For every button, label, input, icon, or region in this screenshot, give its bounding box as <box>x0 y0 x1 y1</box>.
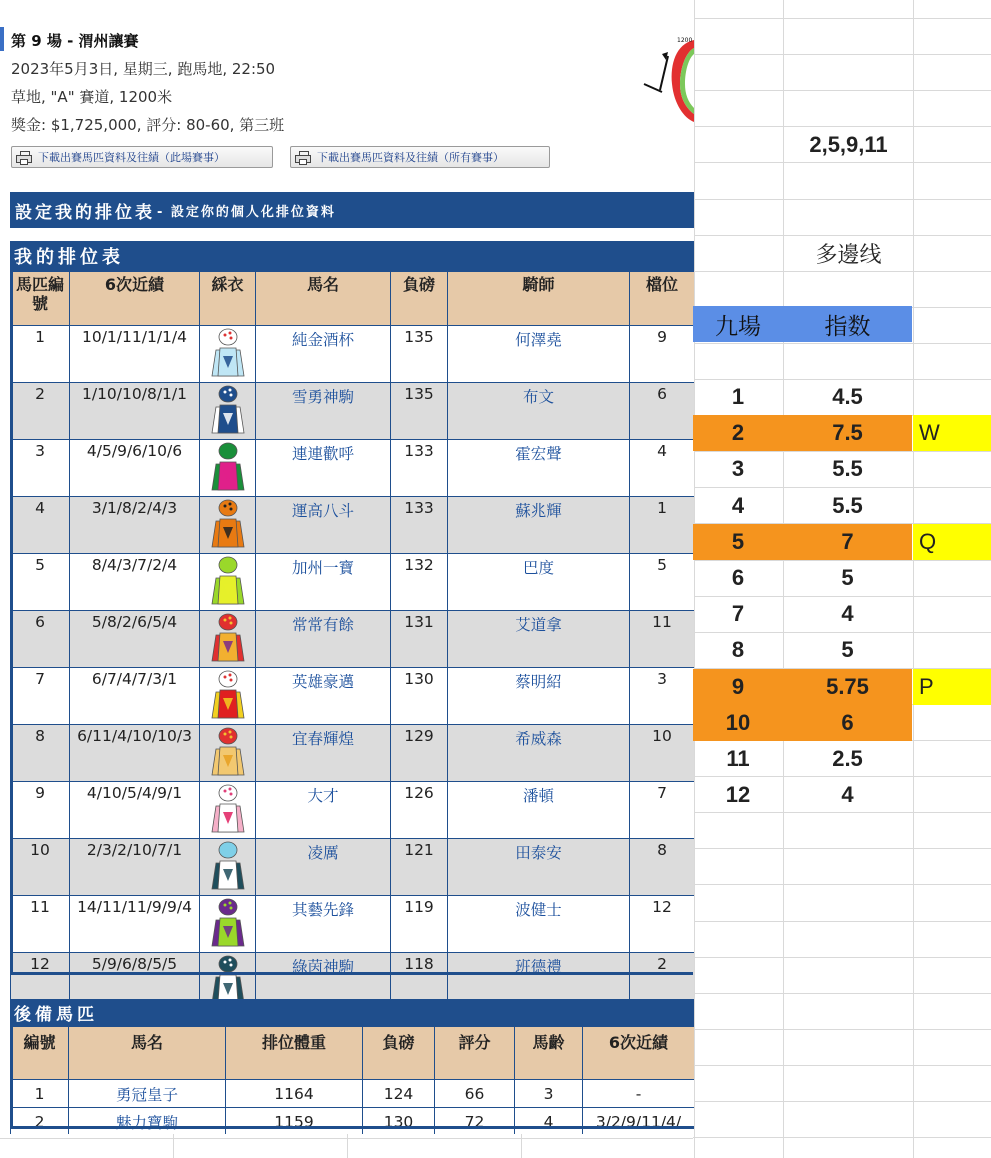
sheet-index-cell[interactable]: 7 <box>783 524 912 560</box>
horse-number: 3 <box>11 440 70 497</box>
draw: 9 <box>630 326 695 383</box>
sheet-race-number-cell[interactable]: 1 <box>731 384 745 409</box>
draw: 6 <box>630 383 695 440</box>
reserve-horse-link[interactable]: 魅力寶駒 <box>69 1108 226 1135</box>
sheet-index-cell[interactable]: 5.5 <box>832 456 863 482</box>
reserve-row <box>11 1108 695 1135</box>
sheet-method-cell[interactable]: 多邊线 <box>815 241 882 267</box>
sheet-picks-cell[interactable]: 2,5,9,11 <box>809 132 888 157</box>
track-distance-label: 1200 <box>677 37 693 44</box>
carried-weight: 121 <box>391 839 448 896</box>
sheet-index-cell[interactable]: 5.5 <box>832 492 863 518</box>
horse-number: 10 <box>11 839 70 896</box>
horse-number: 8 <box>11 725 70 782</box>
carried-weight: 135 <box>391 383 448 440</box>
download-this-race-button[interactable] <box>11 146 273 168</box>
carried-weight: 133 <box>391 497 448 554</box>
race-track-distance: 草地, "A" 賽道, 1200米 <box>11 88 173 106</box>
sheet-index-cell[interactable]: 4 <box>841 782 854 808</box>
reserve-weight: 124 <box>363 1080 435 1108</box>
race-title: 第 9 場 - 渭州讓賽 <box>11 32 139 50</box>
recent-form: 1/10/10/8/1/1 <box>70 383 200 440</box>
reserve-number: 1 <box>11 1080 69 1108</box>
recent-form: 6/11/4/10/10/3 <box>70 725 200 782</box>
recent-form: 5/8/2/6/5/4 <box>70 611 200 668</box>
sheet-race-number-cell[interactable]: 7 <box>731 601 745 627</box>
draw: 5 <box>630 554 695 611</box>
col-header-jockey: 騎師 <box>448 272 630 326</box>
res-header-age: 馬齡 <box>515 1027 583 1080</box>
carried-weight: 130 <box>391 668 448 725</box>
horse-number: 12 <box>11 953 70 1010</box>
sheet-bet-tag-cell[interactable]: W <box>913 415 991 451</box>
col-header-form: 6次近績 <box>70 272 200 326</box>
horse-name-link[interactable]: 凌厲 <box>256 839 391 896</box>
jockey-silks-icon <box>200 440 256 497</box>
sheet-index-cell[interactable]: 5 <box>841 637 854 663</box>
draw: 10 <box>630 725 695 782</box>
horse-number: 7 <box>11 668 70 725</box>
recent-form: 4/5/9/6/10/6 <box>70 440 200 497</box>
table-row <box>11 554 695 611</box>
recent-form: 4/10/5/4/9/1 <box>70 782 200 839</box>
col-header-weight: 負磅 <box>391 272 448 326</box>
horse-number: 9 <box>11 782 70 839</box>
res-header-form: 6次近績 <box>583 1027 695 1080</box>
download-all-races-button[interactable] <box>290 146 550 168</box>
jockey-silks-icon <box>200 725 256 782</box>
reserve-age: 4 <box>515 1108 583 1135</box>
res-header-body-weight: 排位體重 <box>226 1027 363 1080</box>
draw: 1 <box>630 497 695 554</box>
jockey-link[interactable]: 艾道拿 <box>448 611 630 668</box>
res-header-number: 編號 <box>11 1027 69 1080</box>
sheet-index-cell[interactable]: 5 <box>841 565 854 590</box>
draw: 11 <box>630 611 695 668</box>
table-row <box>11 668 695 725</box>
sheet-index-cell[interactable]: 2.5 <box>832 746 863 771</box>
sheet-header-race[interactable]: 九場 <box>693 306 783 342</box>
jockey-silks-icon <box>200 554 256 611</box>
draw: 4 <box>630 440 695 497</box>
horse-name-link[interactable]: 加州一寶 <box>256 554 391 611</box>
carried-weight: 126 <box>391 782 448 839</box>
jockey-link[interactable]: 霍宏聲 <box>448 440 630 497</box>
jockey-silks-icon <box>200 668 256 725</box>
setup-ranking-title: 設定我的排位表 <box>15 202 155 223</box>
carried-weight: 132 <box>391 554 448 611</box>
carried-weight: 135 <box>391 326 448 383</box>
track-map-icon <box>640 34 694 124</box>
table-row <box>11 383 695 440</box>
race-prize-rating: 獎金: $1,725,000, 評分: 80-60, 第三班 <box>11 116 285 134</box>
horse-name-link[interactable]: 綠茵神駒 <box>256 953 391 1010</box>
horse-number: 4 <box>11 497 70 554</box>
download-this-race-label: 下載出賽馬匹資料及往績（此場賽事） <box>38 151 225 164</box>
recent-form: 2/3/2/10/7/1 <box>70 839 200 896</box>
printer-icon <box>16 151 32 164</box>
jockey-silks-icon <box>200 896 256 953</box>
recent-form: 6/7/4/7/3/1 <box>70 668 200 725</box>
table-row <box>11 896 695 953</box>
carried-weight: 131 <box>391 611 448 668</box>
table-row <box>11 782 695 839</box>
sheet-race-number-cell[interactable]: 12 <box>725 782 751 808</box>
jockey-link[interactable]: 巴度 <box>448 554 630 611</box>
sheet-race-number-cell[interactable]: 6 <box>731 565 745 590</box>
jockey-silks-icon <box>200 497 256 554</box>
table-row <box>11 440 695 497</box>
horse-number: 6 <box>11 611 70 668</box>
selection-marker <box>0 27 4 51</box>
sheet-race-number-cell[interactable]: 2 <box>693 415 783 451</box>
race-date-venue: 2023年5月3日, 星期三, 跑馬地, 22:50 <box>11 60 276 78</box>
reserve-age: 3 <box>515 1080 583 1108</box>
reserve-form: - <box>583 1080 695 1108</box>
res-header-weight: 負磅 <box>363 1027 435 1080</box>
jockey-link[interactable]: 田泰安 <box>448 839 630 896</box>
draw: 3 <box>630 668 695 725</box>
horse-number: 2 <box>11 383 70 440</box>
reserve-weight: 130 <box>363 1108 435 1135</box>
horse-number: 5 <box>11 554 70 611</box>
col-header-horse: 馬名 <box>256 272 391 326</box>
sheet-race-number-cell[interactable]: 11 <box>726 746 750 771</box>
sheet-index-cell[interactable]: 7.5 <box>783 415 912 451</box>
printer-icon <box>295 151 311 164</box>
jockey-link[interactable]: 蘇兆輝 <box>448 497 630 554</box>
sheet-race-number-cell[interactable]: 4 <box>731 492 745 518</box>
horse-name-link[interactable]: 其藝先鋒 <box>256 896 391 953</box>
jockey-silks-icon <box>200 383 256 440</box>
table-row <box>11 839 695 896</box>
draw: 2 <box>630 953 695 1010</box>
recent-form: 3/1/8/2/4/3 <box>70 497 200 554</box>
recent-form: 14/11/11/9/9/4 <box>70 896 200 953</box>
reserve-row <box>11 1080 695 1108</box>
jockey-link[interactable]: 布文 <box>448 383 630 440</box>
table-row <box>11 326 695 383</box>
carried-weight: 129 <box>391 725 448 782</box>
horse-name-link[interactable]: 純金酒杯 <box>256 326 391 383</box>
sheet-race-number-cell[interactable]: 9 <box>693 669 783 705</box>
reserve-rating: 66 <box>435 1080 515 1108</box>
reserve-horse-link[interactable]: 勇冠皇子 <box>69 1080 226 1108</box>
setup-ranking-bar[interactable] <box>10 192 694 228</box>
sheet-index-cell[interactable]: 5.75 <box>783 669 912 705</box>
reserve-title: 後備馬匹 <box>10 999 694 1026</box>
sheet-race-number-cell[interactable]: 3 <box>731 456 745 482</box>
col-header-silks: 綵衣 <box>200 272 256 326</box>
table-row <box>11 611 695 668</box>
recent-form: 10/1/11/1/1/4 <box>70 326 200 383</box>
res-header-horse: 馬名 <box>69 1027 226 1080</box>
sheet-bet-tag-cell[interactable]: P <box>913 669 991 705</box>
horse-number: 11 <box>11 896 70 953</box>
horse-name-link[interactable]: 運高八斗 <box>256 497 391 554</box>
reserve-form: 3/2/9/11/4/ <box>583 1108 695 1135</box>
jockey-link[interactable]: 潘頓 <box>448 782 630 839</box>
recent-form: 8/4/3/7/2/4 <box>70 554 200 611</box>
horse-name-link[interactable]: 雪勇神駒 <box>256 383 391 440</box>
sheet-index-cell[interactable]: 4 <box>841 601 854 627</box>
table-row <box>11 725 695 782</box>
horse-name-link[interactable]: 常常有餘 <box>256 611 391 668</box>
res-header-rating: 評分 <box>435 1027 515 1080</box>
sheet-index-cell[interactable]: 4.5 <box>832 384 863 409</box>
jockey-silks-icon <box>200 611 256 668</box>
my-ranking-table <box>10 271 694 1010</box>
horse-name-link[interactable]: 英雄豪邁 <box>256 668 391 725</box>
col-header-number: 馬匹編號 <box>11 272 70 326</box>
draw: 12 <box>630 896 695 953</box>
carried-weight: 133 <box>391 440 448 497</box>
sheet-race-number-cell[interactable]: 8 <box>731 637 745 663</box>
horse-number: 1 <box>11 326 70 383</box>
jockey-link[interactable]: 蔡明紹 <box>448 668 630 725</box>
jockey-silks-icon <box>200 326 256 383</box>
my-ranking-title: 我的排位表 <box>10 241 694 271</box>
horse-name-link[interactable]: 宜春輝煌 <box>256 725 391 782</box>
jockey-link[interactable]: 班德禮 <box>448 953 630 1010</box>
reserve-number: 2 <box>11 1108 69 1135</box>
draw: 7 <box>630 782 695 839</box>
table-row <box>11 497 695 554</box>
reserve-rating: 72 <box>435 1108 515 1135</box>
jockey-silks-icon <box>200 782 256 839</box>
horse-name-link[interactable]: 連連歡呼 <box>256 440 391 497</box>
sheet-race-number-cell[interactable]: 5 <box>693 524 783 560</box>
carried-weight: 118 <box>391 953 448 1010</box>
reserve-body-weight: 1159 <box>226 1108 363 1135</box>
jockey-link[interactable]: 希威森 <box>448 725 630 782</box>
jockey-link[interactable]: 波健士 <box>448 896 630 953</box>
reserve-body-weight: 1164 <box>226 1080 363 1108</box>
sheet-race-number-cell[interactable]: 10 <box>693 705 783 741</box>
col-header-draw: 檔位 <box>630 272 695 326</box>
jockey-silks-icon <box>200 839 256 896</box>
carried-weight: 119 <box>391 896 448 953</box>
sheet-header-index[interactable]: 指数 <box>783 306 912 342</box>
horse-name-link[interactable]: 大才 <box>256 782 391 839</box>
download-all-races-label: 下載出賽馬匹資料及往績（所有賽事） <box>317 151 504 164</box>
reserve-table <box>10 1026 694 1134</box>
sheet-bet-tag-cell[interactable]: Q <box>913 524 991 560</box>
jockey-link[interactable]: 何澤堯 <box>448 326 630 383</box>
recent-form: 5/9/6/8/5/5 <box>70 953 200 1010</box>
draw: 8 <box>630 839 695 896</box>
sheet-index-cell[interactable]: 6 <box>783 705 912 741</box>
setup-ranking-subtitle: - 設定你的個人化排位資料 <box>157 204 336 220</box>
